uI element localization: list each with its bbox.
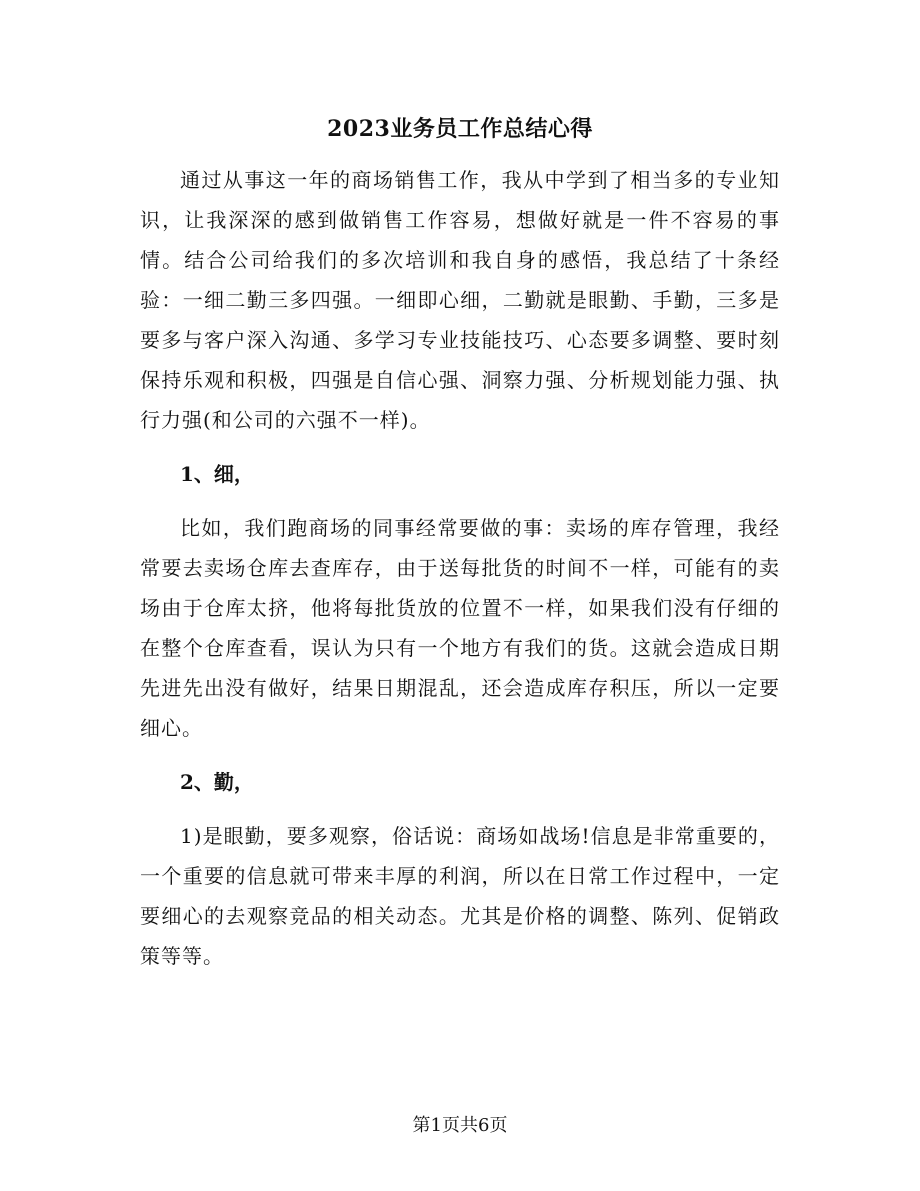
paragraph-diligence: 1)是眼勤，要多观察，俗话说：商场如战场!信息是非常重要的，一个重要的信息就可带来丰厚的利润，所以在日常工作过程中，一定要细心的去观察竞品的相关动态。尤其是价格的调整、陈列、促销政策等等。: [140, 824, 780, 968]
section-heading-2: 2、勤，: [180, 770, 254, 794]
section-heading-1: 1、细，: [180, 462, 254, 486]
document-title: 2023业务员工作总结心得: [327, 116, 593, 142]
paragraph-detail: 比如，我们跑商场的同事经常要做的事：卖场的库存管理，我经常要去卖场仓库去查库存，由于送每批货的时间不一样，可能有的卖场由于仓库太挤，他将每批货放的位置不一样，如果我们没有仔细的在整个仓库查看，误认为只有一个地方有我们的货。这就会造成日期先进先出没有做好，结果日期混乱，还会造成库存积压，所以一定要细心。: [140, 516, 780, 740]
document-body: [140, 160, 780, 976]
page-number-footer: 第1页共6页: [412, 1115, 508, 1136]
paragraph-intro: 通过从事这一年的商场销售工作，我从中学到了相当多的专业知识，让我深深的感到做销售工作容易，想做好就是一件不容易的事情。结合公司给我们的多次培训和我自身的感悟，我总结了十条经验：一细二勤三多四强。一细即心细，二勤就是眼勤、手勤，三多是要多与客户深入沟通、多学习专业技能技巧、心态要多调整、要时刻保持乐观和积极，四强是自信心强、洞察力强、分析规划能力强、执行力强(和公司的六强不一样)。: [140, 168, 780, 432]
